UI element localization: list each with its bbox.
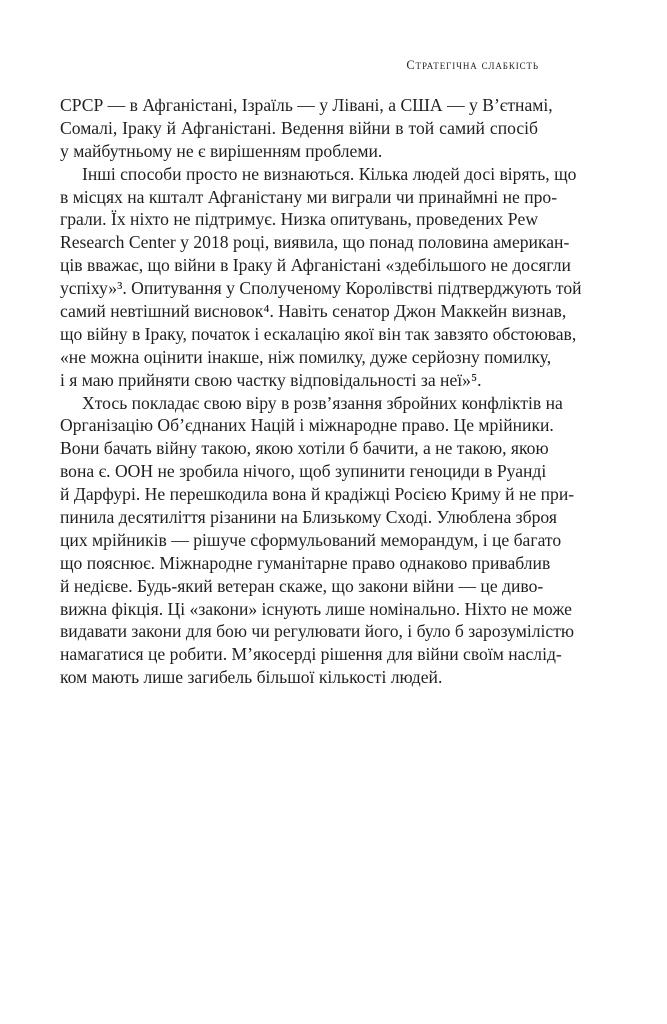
text-line: й Дарфурі. Не перешкодила вона й крадіжці Росією Криму й не при- — [60, 484, 575, 505]
text-line: Research Center у 2018 році, виявила, що понад половина американ- — [60, 232, 570, 253]
text-line: що пояснює. Міжнародне гуманітарне право однаково приваблив — [60, 552, 551, 573]
text-line: що війну в Іраку, початок і ескалацію якої він так завзято обстоював, — [60, 323, 577, 344]
text-line: вижна фікція. Ці «закони» існують лише номінально. Ніхто не може — [60, 598, 572, 619]
text-line: у майбутньому не є вирішенням проблеми. — [60, 140, 383, 161]
text-line: і я маю прийняти свою частку відповідальності за неї»⁵. — [60, 369, 482, 390]
text-line: вона є. ООН не зробила нічого, щоб зупинити геноциди в Руанді — [60, 461, 547, 482]
text-line: видавати закони для бою чи регулювати його, і було б зарозумілістю — [60, 621, 575, 642]
text-line: цих мрійників — рішуче сформульований меморандум, і це багато — [60, 529, 562, 550]
text-line: Хтось покладає свою віру в розв’язання збройних конфліктів на — [82, 392, 563, 413]
text-line: Інші способи просто не визнаються. Кілька людей досі вірять, що — [82, 163, 577, 184]
text-line: самий невтішний висновок⁴. Навіть сенатор Джон Маккейн визнав, — [60, 301, 567, 322]
text-line: ців вважає, що війни в Іраку й Афганістані «здебільшого не досягли — [60, 255, 571, 276]
text-line: ком мають лише загибель більшої кількості людей. — [60, 667, 443, 688]
paragraph — [60, 163, 582, 392]
text-line: грали. Їх ніхто не підтримує. Низка опитувань, проведених Pew — [60, 209, 539, 230]
text-line: Організацію Об’єднаних Націй і міжнародне право. Це мрійники. — [60, 415, 554, 436]
text-line: «не можна оцінити інакше, ніж помилку, дуже серйозну помилку, — [60, 346, 552, 367]
paragraph — [60, 392, 575, 690]
text-line: й недієве. Будь-який ветеран скаже, що закони війни — це диво- — [60, 575, 544, 596]
text-line: СРСР — в Афганістані, Ізраїль — у Лівані, а США — у В’єтнамі, — [60, 95, 553, 115]
running-head: Стратегічна слабкість — [406, 58, 539, 72]
body-text — [60, 94, 582, 689]
text-line: пинила десятиліття різанини на Близькому Сході. Улюблена зброя — [60, 507, 557, 528]
text-line: успіху»³. Опитування у Сполученому Королівстві підтверджують той — [60, 278, 582, 299]
text-line: намагатися це робити. М’якосерді рішення для війни своїм наслід- — [60, 644, 562, 665]
paragraph — [60, 94, 553, 163]
text-line: Сомалі, Іраку й Афганістані. Ведення війни в той самий спосіб — [60, 117, 538, 138]
text-line: в місцях на кшталт Афганістану ми виграли чи принаймні не про- — [60, 186, 558, 207]
text-line: Вони бачать війну такою, якою хотіли б бачити, а не такою, якою — [60, 438, 549, 459]
